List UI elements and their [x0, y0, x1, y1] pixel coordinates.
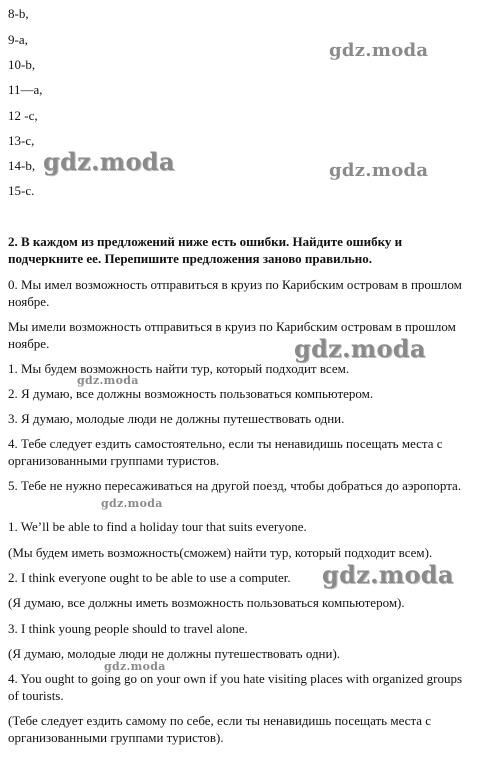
- example-corrected: Мы имели возможность отправиться в круиз по Карибским островам в прошлом ноябре.: [8, 319, 456, 351]
- answer-line: 14-b,: [8, 158, 36, 173]
- task-item: 1. Мы будем возможность найти тур, который подходит всем.: [8, 361, 350, 376]
- answer-english: 1. We’ll be able to find a holiday tour that suits everyone.: [8, 519, 307, 534]
- task-item: 2. Я думаю, все должны возможность пользоваться компьютером.: [8, 386, 374, 401]
- answer-line: 12 -c,: [8, 108, 38, 123]
- watermark: gdz.moda: [294, 334, 426, 363]
- task-item: 5. Тебе не нужно пересаживаться на другой поезд, чтобы добраться до аэропорта.: [8, 478, 462, 493]
- answer-translation: (Я думаю, все должны иметь возможность пользоваться компьютером).: [8, 595, 405, 610]
- answer-translation: (Я думаю, молодые люди не должны путешествовать одни).: [8, 646, 341, 661]
- example-sentence: 0. Мы имел возможность отправиться в круиз по Карибским островам в прошлом ноябре.: [8, 277, 462, 309]
- watermark: gdz.moda: [329, 40, 429, 61]
- task-item: 4. Тебе следует ездить самостоятельно, если ты ненавидишь посещать места с организованными группами туристов.: [8, 436, 443, 468]
- answer-translation: (Мы будем иметь возможность(сможем) найти тур, который подходит всем).: [8, 545, 433, 560]
- answer-line: 10-b,: [8, 57, 36, 72]
- answer-line: 9-a,: [8, 32, 28, 47]
- answer-line: 15-c.: [8, 183, 35, 198]
- answer-english: 3. I think young people should to travel alone.: [8, 621, 248, 636]
- answer-line: 11—a,: [8, 82, 43, 97]
- answer-line: 8-b,: [8, 6, 29, 21]
- watermark: gdz.moda: [43, 147, 175, 176]
- answer-line: 13-c,: [8, 133, 35, 148]
- watermark: gdz.moda: [329, 160, 429, 181]
- task-heading: 2. В каждом из предложений ниже есть ошибки. Найдите ошибку и подчеркните ее. Перепишите предложения заново правильно.: [8, 234, 403, 266]
- watermark: gdz.moda: [101, 497, 163, 510]
- answer-english: 4. You ought to going go on your own if you hate visiting places with organized groups of tourists.: [8, 671, 463, 703]
- watermark: gdz.moda: [77, 374, 139, 387]
- watermark: gdz.moda: [104, 660, 166, 673]
- task-item: 3. Я думаю, молодые люди не должны путешествовать одни.: [8, 411, 345, 426]
- answer-english: 2. I think everyone ought to be able to use a computer.: [8, 570, 291, 585]
- answer-translation: (Тебе следует ездить самому по себе, если ты ненавидишь посещать места с организованными группами туристов).: [8, 713, 432, 745]
- watermark: gdz.moda: [322, 560, 454, 589]
